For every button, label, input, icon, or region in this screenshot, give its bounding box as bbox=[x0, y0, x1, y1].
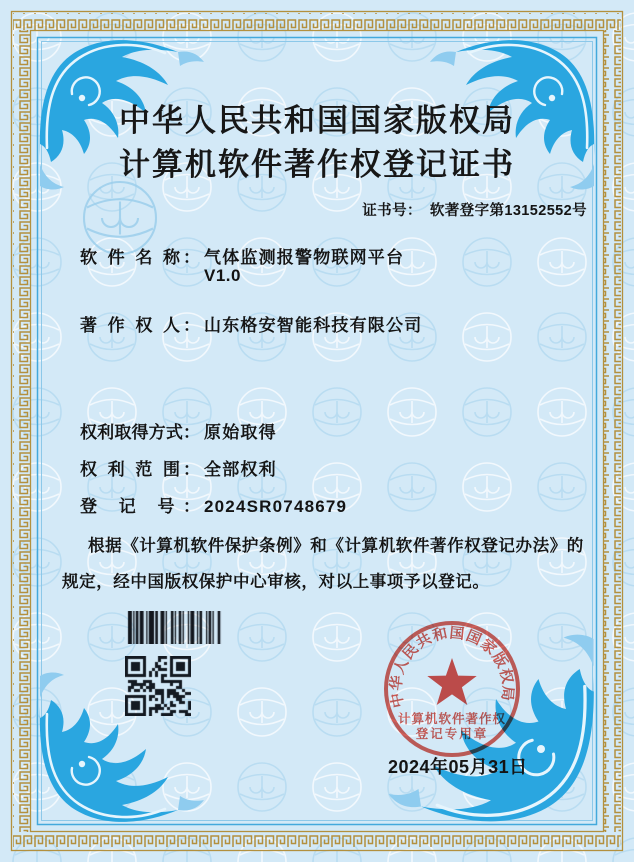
qr-code bbox=[125, 656, 191, 716]
certificate-number-label: 证书号： bbox=[362, 203, 422, 219]
field-label: 权利取得方式： bbox=[80, 423, 200, 442]
field-label: 权 利 范 围： bbox=[80, 460, 200, 479]
field-label: 软 件 名 称： bbox=[80, 248, 200, 267]
seal-ring-text: 中华人民共和国国家版权局 bbox=[388, 625, 516, 709]
official-seal bbox=[380, 617, 524, 761]
field-label: 登 记 号： bbox=[80, 497, 200, 516]
software-version-line: V1.0 bbox=[204, 266, 241, 285]
field-row-copyright-owner bbox=[80, 311, 422, 336]
seal-caption-line-2: 登记专用章 bbox=[415, 727, 489, 741]
authority-title: 中华人民共和国国家版权局 bbox=[119, 103, 515, 138]
statement-line-2: 规定，经中国版权保护中心审核，对以上事项予以登记。 bbox=[62, 573, 490, 591]
issue-date: 2024年05月31日 bbox=[388, 757, 528, 777]
field-row-software-name bbox=[80, 243, 404, 268]
field-value: 全部权利 bbox=[204, 460, 277, 479]
certificate-number-value: 软著登字第13152552号 bbox=[429, 203, 587, 219]
field-value: 2024SR0748679 bbox=[204, 497, 348, 516]
statement-line-1: 根据《计算机软件保护条例》和《计算机软件著作权登记办法》的 bbox=[88, 537, 584, 555]
barcode bbox=[127, 611, 222, 644]
field-value: 原始取得 bbox=[204, 423, 277, 442]
field-row-acquisition-method bbox=[80, 418, 277, 443]
field-label: 著 作 权 人： bbox=[80, 316, 200, 335]
field-row-registration-number bbox=[80, 492, 347, 517]
certificate-title: 计算机软件著作权登记证书 bbox=[119, 147, 515, 182]
field-value: 气体监测报警物联网平台 bbox=[204, 248, 405, 267]
certificate-number bbox=[362, 199, 587, 220]
field-value: 山东格安智能科技有限公司 bbox=[204, 316, 423, 335]
seal-star-icon bbox=[427, 658, 476, 705]
field-row-rights-scope bbox=[80, 455, 277, 480]
seal-caption-line-1: 计算机软件著作权 bbox=[397, 712, 507, 726]
